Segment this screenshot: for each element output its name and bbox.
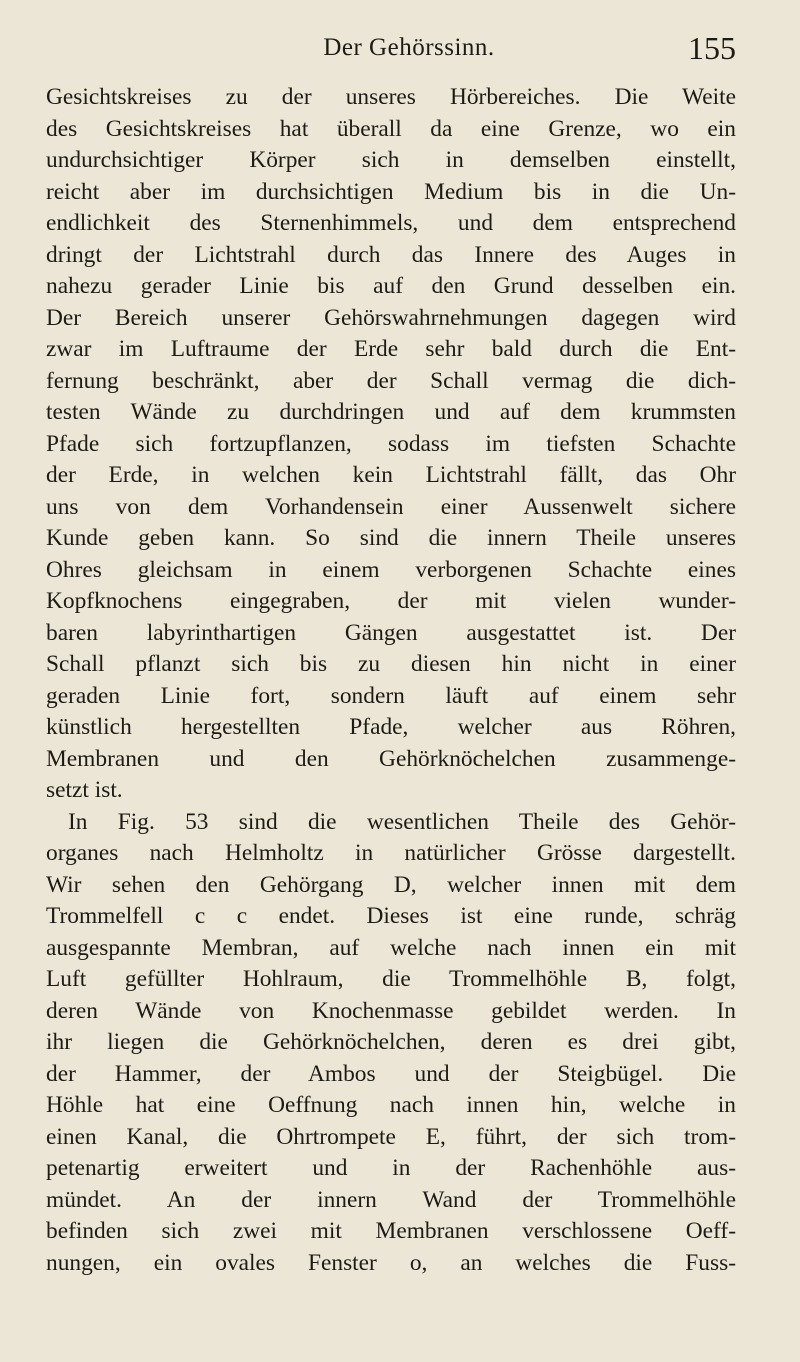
- text-line: Höhle hat eine Oeffnung nach innen hin, welche in: [46, 1092, 736, 1118]
- text-line: künstlich hergestellten Pfade, welcher aus Röhren,: [46, 714, 736, 740]
- text-line: Der Bereich unserer Gehörswahrnehmungen dagegen wird: [46, 304, 736, 331]
- text-line: Pfade sich fortzupflanzen, sodass im tiefsten Schachte: [46, 430, 736, 457]
- page-number: 155: [688, 30, 736, 66]
- text-line: Wir sehen den Gehörgang D, welcher innen mit dem: [46, 871, 736, 898]
- text-line: der Hammer, der Ambos und der Steigbügel. Die: [46, 1060, 736, 1087]
- text-line: Ohres gleichsam in einem verborgenen Schachte eines: [46, 556, 736, 583]
- text-line: befinden sich zwei mit Membranen verschlossene Oeff-: [46, 1218, 736, 1244]
- body-text: [46, 82, 736, 1279]
- text-line: testen Wände zu durchdringen und auf dem krummsten: [46, 399, 736, 425]
- text-line: undurchsichtiger Körper sich in demselben einstellt,: [46, 147, 736, 173]
- text-line: ausgespannte Membran, auf welche nach innen ein mit: [46, 934, 736, 961]
- text-line: deren Wände von Knochenmasse gebildet werden. In: [46, 997, 736, 1024]
- text-line: einen Kanal, die Ohrtrompete E, führt, der sich trom-: [46, 1123, 736, 1150]
- running-head: [46, 30, 736, 70]
- text-line: Kopfknochens eingegraben, der mit vielen wunder-: [46, 588, 736, 614]
- text-line: nungen, ein ovales Fenster o, an welches die Fuss-: [46, 1249, 736, 1276]
- paragraph-start-line: In Fig. 53 sind die wesentlichen Theile des Gehör-: [68, 808, 736, 835]
- text-line: petenartig erweitert und in der Rachenhöhle aus-: [46, 1155, 736, 1181]
- text-line: endlichkeit des Sternenhimmels, und dem entsprechend: [46, 210, 736, 236]
- text-line: geraden Linie fort, sondern läuft auf einem sehr: [46, 682, 736, 709]
- text-line: Kunde geben kann. So sind die innern Theile unseres: [46, 525, 736, 551]
- text-line: reicht aber im durchsichtigen Medium bis in die Un-: [46, 178, 736, 205]
- text-line: uns von dem Vorhandensein einer Aussenwelt sichere: [46, 493, 736, 520]
- text-line: der Erde, in welchen kein Lichtstrahl fällt, das Ohr: [46, 462, 736, 488]
- text-line: Gesichtskreises zu der unseres Hörbereiches. Die Weite: [46, 84, 736, 110]
- text-line: baren labyrinthartigen Gängen ausgestattet ist. Der: [46, 619, 736, 646]
- text-line: Luft gefüllter Hohlraum, die Trommelhöhle B, folgt,: [46, 966, 736, 992]
- paragraph-end-line: setzt ist.: [46, 777, 123, 803]
- text-line: des Gesichtskreises hat überall da eine Grenze, wo ein: [46, 115, 736, 142]
- text-line: Schall pflanzt sich bis zu diesen hin nicht in einer: [46, 651, 736, 677]
- running-title: Der Gehörssinn.: [323, 34, 495, 61]
- text-line: zwar im Luftraume der Erde sehr bald durch die Ent-: [46, 336, 736, 362]
- text-line: nahezu gerader Linie bis auf den Grund desselben ein.: [46, 273, 736, 299]
- text-line: Membranen und den Gehörknöchelchen zusammenge-: [46, 745, 736, 772]
- text-line: Trommelfell c c endet. Dieses ist eine runde, schräg: [46, 903, 736, 929]
- text-line: dringt der Lichtstrahl durch das Innere des Auges in: [46, 241, 736, 268]
- text-line: fernung beschränkt, aber der Schall vermag die dich-: [46, 367, 736, 394]
- text-line: ihr liegen die Gehörknöchelchen, deren es drei gibt,: [46, 1029, 736, 1055]
- text-line: organes nach Helmholtz in natürlicher Grösse dargestellt.: [46, 840, 736, 866]
- text-line: mündet. An der innern Wand der Trommelhöhle: [46, 1186, 736, 1213]
